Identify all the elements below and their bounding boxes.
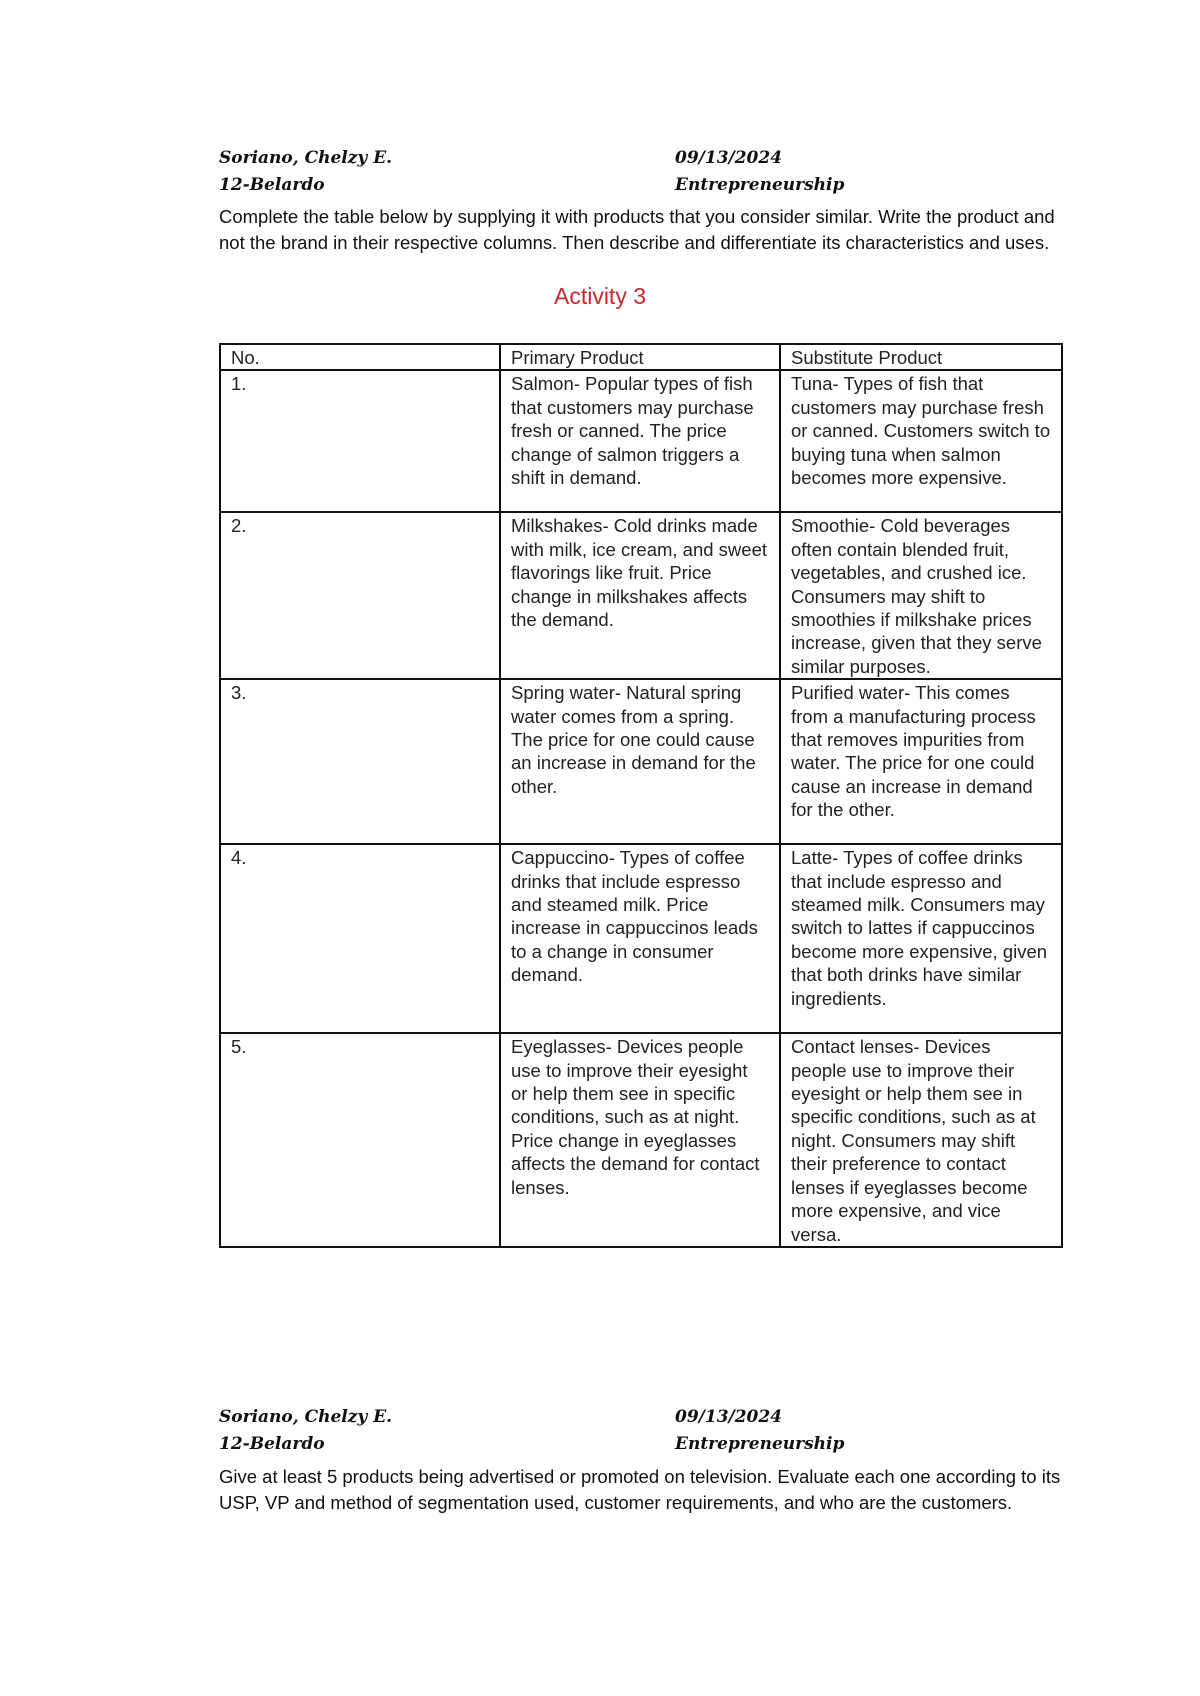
date: 09/13/2024 xyxy=(675,148,783,168)
substitute-product-cell: Contact lenses- Devices people use to improve their eyesight or help them see in specific conditions, such as at night. Consumers may shift their preference to contact lenses if eyeglasses become more expensive, and vice versa. xyxy=(780,1033,1062,1247)
substitute-product-cell: Latte- Types of coffee drinks that include espresso and steamed milk. Consumers may switch to lattes if cappuccinos become more expensive, given that both drinks have similar ingredients. xyxy=(780,844,1062,1033)
subject: Entrepreneurship xyxy=(675,175,845,195)
row-number: 3. xyxy=(220,679,500,844)
section: 12-Belardo xyxy=(219,1434,325,1454)
instructions-text: Complete the table below by supplying it with products that you consider similar. Write the product and not the brand in their respective columns. Then describe and differentiate its characteristics and uses. xyxy=(219,206,1055,253)
primary-product-cell: Spring water- Natural spring water comes from a spring. The price for one could cause an increase in demand for the other. xyxy=(500,679,780,844)
primary-product-cell: Eyeglasses- Devices people use to improve their eyesight or help them see in specific conditions, such as at night. Price change in eyeglasses affects the demand for contact lenses. xyxy=(500,1033,780,1247)
column-header-no: No. xyxy=(220,344,500,370)
activity-title: Activity 3 xyxy=(553,283,647,309)
instructions-text-2: Give at least 5 products being advertised or promoted on television. Evaluate each one according to its USP, VP and method of segmentation used, customer requirements, and who are the customers. xyxy=(219,1466,1061,1513)
subject: Entrepreneurship xyxy=(675,1434,845,1454)
row-number: 4. xyxy=(220,844,500,1033)
primary-product-cell: Cappuccino- Types of coffee drinks that include espresso and steamed milk. Price increase in cappuccinos leads to a change in consumer demand. xyxy=(500,844,780,1033)
header-line-2 xyxy=(219,175,845,202)
student-name: Soriano, Chelzy E. xyxy=(219,1407,393,1427)
header-line-2 xyxy=(219,1434,845,1461)
row-number: 5. xyxy=(220,1033,500,1247)
column-header-primary-product: Primary Product xyxy=(500,344,780,370)
table-row xyxy=(220,844,1062,1033)
section: 12-Belardo xyxy=(219,175,325,195)
table-row xyxy=(220,679,1062,844)
table-row xyxy=(220,512,1062,679)
header-block-2 xyxy=(219,1407,845,1461)
substitute-product-cell: Smoothie- Cold beverages often contain blended fruit, vegetables, and crushed ice. Consumers may shift to smoothies if milkshake prices increase, given that they serve similar purposes. xyxy=(780,512,1062,679)
row-number: 1. xyxy=(220,370,500,512)
substitute-product-cell: Tuna- Types of fish that customers may purchase fresh or canned. Customers switch to buying tuna when salmon becomes more expensive. xyxy=(780,370,1062,512)
table-row xyxy=(220,1033,1062,1247)
column-header-substitute-product: Substitute Product xyxy=(780,344,1062,370)
row-number: 2. xyxy=(220,512,500,679)
primary-product-cell: Milkshakes- Cold drinks made with milk, ice cream, and sweet flavorings like fruit. Price change in milkshakes affects the demand. xyxy=(500,512,780,679)
products-table xyxy=(219,343,1063,1248)
student-name: Soriano, Chelzy E. xyxy=(219,148,393,168)
header-line-1 xyxy=(219,148,783,175)
primary-product-cell: Salmon- Popular types of fish that customers may purchase fresh or canned. The price change of salmon triggers a shift in demand. xyxy=(500,370,780,512)
table-header-row xyxy=(220,344,1062,370)
substitute-product-cell: Purified water- This comes from a manufacturing process that removes impurities from water. The price for one could cause an increase in demand for the other. xyxy=(780,679,1062,844)
date: 09/13/2024 xyxy=(675,1407,783,1427)
header-line-1 xyxy=(219,1407,783,1434)
header-block-1 xyxy=(219,148,845,202)
table-row xyxy=(220,370,1062,512)
